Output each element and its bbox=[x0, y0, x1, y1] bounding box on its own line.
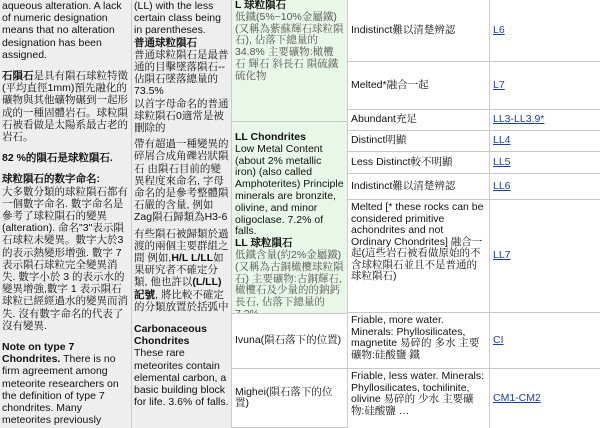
table-row bbox=[490, 110, 600, 131]
paragraph-numeric-naming: 球粒隕石的数字命名: 大多數分類的球粒隕石都有一個數字命名. 數字命名是參考了球粒隕石的變異(alteration). 命名"3"表示隕石球粒未變異。數字大於3的表示熱變形增強. 數字 7 表示隕石球粒完全變異消失. 數字小於 3 的表示水的變異增強,數字 1 表示隕石球粒已經經過水的變異而消失. 沒有數字命名的代表了沒有變異. bbox=[2, 173, 128, 332]
link-ci[interactable]: CI bbox=[493, 333, 504, 346]
paragraph-alteration: aqueous alteration. A lack of numeric designation means that no alteration designation has been assigned. bbox=[2, 0, 122, 61]
link-ll5[interactable]: LL5 bbox=[493, 155, 511, 168]
table-row: Indistinct難以清楚辨認 bbox=[348, 0, 489, 62]
chondrite-term: 石隕石 bbox=[2, 70, 34, 83]
paragraph-type7: Note on type 7 Chondrites. There is no firm agreement among meteorite researchers on the definition of type 7 chondrites. Many meteorites previously bbox=[2, 341, 119, 427]
chondrule-description-column bbox=[347, 0, 489, 428]
paragraph-initials: 以首字母命名的普通球粒隕石0適常是被刪除的 bbox=[134, 97, 229, 135]
paragraph-parentheses: (LL) with the less certain class being in parentheses. bbox=[134, 0, 221, 37]
paragraph-carbonaceous: These rare meteorites contain elemental carbon, a basic building block for life. 3.6% of falls. bbox=[134, 347, 229, 409]
numeric-naming-heading: 球粒隕石的数字命名: bbox=[2, 173, 100, 186]
l-chondrite-heading: L 球粒隕石 bbox=[235, 0, 287, 11]
link-ll4[interactable]: LL4 bbox=[493, 134, 511, 147]
link-ll7[interactable]: LL7 bbox=[493, 249, 511, 262]
table-row: Abundant充足 bbox=[348, 110, 489, 131]
table-row bbox=[490, 0, 600, 62]
text-column-1 bbox=[0, 0, 131, 428]
table-row bbox=[490, 369, 600, 428]
ll-chondrite-heading: LL Chondrites bbox=[235, 131, 306, 143]
paragraph-ordinary: 普通球粒隕石是最普通的目擊墜落隕石--佔隕石墜落總量的 bbox=[134, 48, 229, 86]
paragraph-breccia: 帶有超過一種變異的碎屑合成角礫岩狀隕石 由隕石目前的變異程度來命名, 字母命名的是參考整體隕石嚴的含量, 例如 Zag隕石歸類為H3-6 bbox=[134, 138, 229, 224]
link-l6[interactable]: L6 bbox=[493, 23, 505, 36]
ivuna-cell: Ivuna(隕石落下的位置) bbox=[232, 313, 347, 369]
link-ll6[interactable]: LL6 bbox=[493, 179, 511, 192]
l-chondrite-cell bbox=[232, 0, 347, 121]
table-row: Less Distinct較不明顯 bbox=[348, 152, 489, 174]
table-row: Melted*融合一起 bbox=[348, 62, 489, 110]
type-link-column bbox=[489, 0, 600, 428]
table-row bbox=[490, 313, 600, 369]
ll-chondrite-heading-zh: LL 球粒隕石 bbox=[235, 237, 293, 250]
table-row bbox=[490, 62, 600, 110]
carbonaceous-heading: Carbonaceous Chondrites bbox=[134, 323, 207, 348]
table-row bbox=[490, 131, 600, 152]
ll-chondrite-desc: Low Metal Content (about 2% metallic iron) (also called Amphoterites) Principle minerals are bronzite, olivine, and minor oligoclase. 7.2% of falls. bbox=[235, 142, 344, 238]
text-column-2 bbox=[131, 0, 231, 428]
table-row: Indistinct難以清楚辨認 bbox=[348, 174, 489, 200]
table-row: Distinct明顯 bbox=[348, 131, 489, 152]
ordinary-percent: 73.5% bbox=[134, 85, 164, 98]
paragraph-transitional: 有些隕石被歸類於過渡的兩個主要群組之間 例如,H/L L/LL如果研究者不確定分類, 他也許以(L/LL)記號, 將比較不確定的分類放置於括弧中 bbox=[134, 227, 229, 313]
l-chondrite-desc: 低鐵(5%~10%金屬鐵) (又稱為紫蘇輝石球粒隕石), 佔落下總量的34.8% 主要礦物:橄欖石 輝石 斜長石 隕硫鐵 硫化物 bbox=[235, 10, 344, 82]
paragraph-82-percent: 82 %的隕石是球粒隕石. bbox=[2, 152, 113, 165]
table-row: Melted [* these rocks can be considered primitive achondrites and not Ordinary Chondrites] 融合一起(這些岩石被看做原始的不含球粒隕石並且不是普通的球粒隕石) bbox=[348, 200, 489, 313]
table-row: Friable, more water. Minerals: Phyllosilicates, magnetite 易碎的 多水 主要礦物:硅酸鹽 鐵 bbox=[348, 313, 489, 369]
ordinary-chondrites-heading: 普通球粒隕石 bbox=[134, 36, 197, 49]
paragraph-chondrite-zh: 石隕石是具有隕石球粒特徵(平均直徑1mm)預先融化的礦物與其他礦物碾到一起形成的一種固體岩石。球粒隕石被看做是太陽系最古老的岩石。 bbox=[2, 70, 128, 144]
mighei-cell: Mighei(隕石落下的位置) bbox=[232, 369, 347, 428]
link-ll3[interactable]: LL3-LL3.9* bbox=[493, 113, 545, 126]
ll-chondrite-desc-zh: 低鐵含量(約2%金屬鐵) (又稱為古銅橄欖球粒隕石) 主要礦物:古銅輝石, 橄欖石及少量的的鈉鈣長石, 佔落下總量的 bbox=[235, 248, 344, 309]
table-row: Friable, less water. Minerals: Phyllosilicates, tochilinite, olivine 易碎的 少水 主要礦物:硅酸鹽 … bbox=[351, 370, 485, 417]
link-l7[interactable]: L7 bbox=[493, 78, 505, 91]
table-row bbox=[490, 174, 600, 200]
table-row bbox=[490, 152, 600, 174]
ll-chondrite-cell bbox=[232, 121, 347, 313]
type7-heading: Note on type 7 Chondrites. bbox=[2, 341, 75, 366]
table-row bbox=[490, 200, 600, 313]
link-cm1-cm2[interactable]: CM1-CM2 bbox=[493, 391, 541, 404]
group-column bbox=[231, 0, 347, 428]
